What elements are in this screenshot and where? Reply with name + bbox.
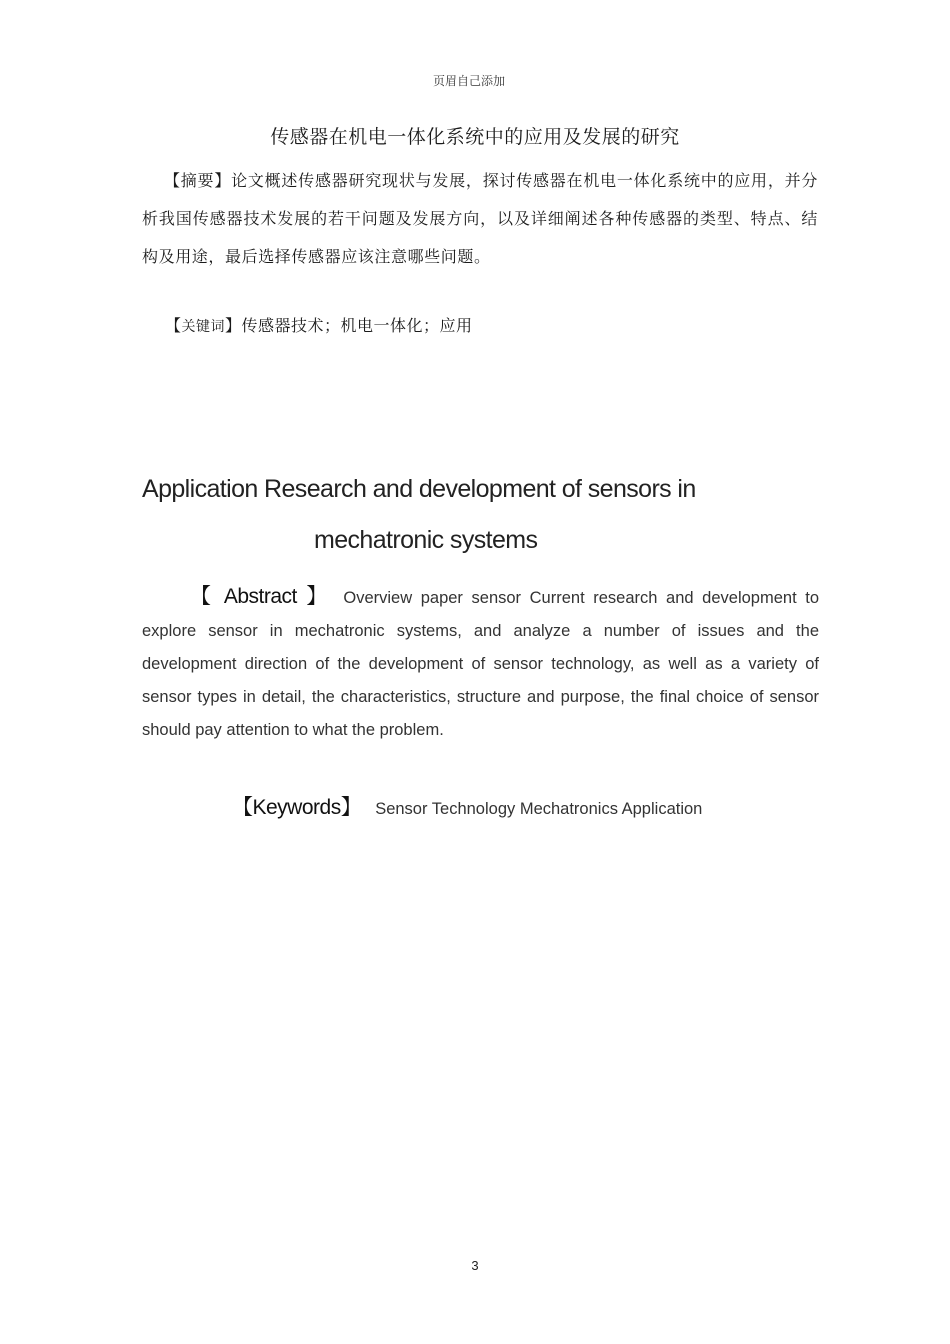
page-header-note: 页眉自己添加 — [433, 74, 506, 88]
english-abstract — [142, 580, 819, 747]
chinese-keywords-text: 传感器技术；机电一体化；应用 — [241, 316, 473, 335]
english-abstract-label: 【 Abstract 】 — [190, 585, 331, 608]
english-keywords — [232, 793, 702, 824]
english-title-line-2: mechatronic systems — [314, 526, 538, 554]
english-abstract-text: Overview paper sensor Current research and development to explore sensor in mechatronic systems, and analyze a number of issues and the development direction of the development of sensor technology, as well as a variety of sensor types in detail, the characteristics, structure and purpose, the final choice of sensor should pay attention to what the problem. — [142, 589, 820, 739]
chinese-abstract-label: 【摘要】 — [164, 171, 232, 190]
chinese-abstract — [142, 162, 818, 276]
page-number: 3 — [471, 1258, 479, 1273]
english-keywords-label: 【Keywords】 — [232, 796, 362, 819]
chinese-keywords-open-bracket: 【 — [165, 316, 182, 335]
chinese-abstract-text: 论文概述传感器研究现状与发展，探讨传感器在机电一体化系统中的应用，并分析我国传感器技术发展的若干问题及发展方向，以及详细阐述各种传感器的类型、特点、结构及用途，最后选择传感器应该注意哪些问题。 — [142, 171, 818, 266]
chinese-title: 传感器在机电一体化系统中的应用及发展的研究 — [270, 126, 680, 148]
chinese-keywords — [165, 312, 473, 341]
chinese-keywords-close-bracket: 】 — [225, 316, 242, 335]
chinese-keywords-label: 关键词 — [181, 319, 226, 335]
english-keywords-text: Sensor Technology Mechatronics Application — [375, 800, 703, 818]
english-title-line-1: Application Research and development of sensors in — [142, 475, 696, 503]
